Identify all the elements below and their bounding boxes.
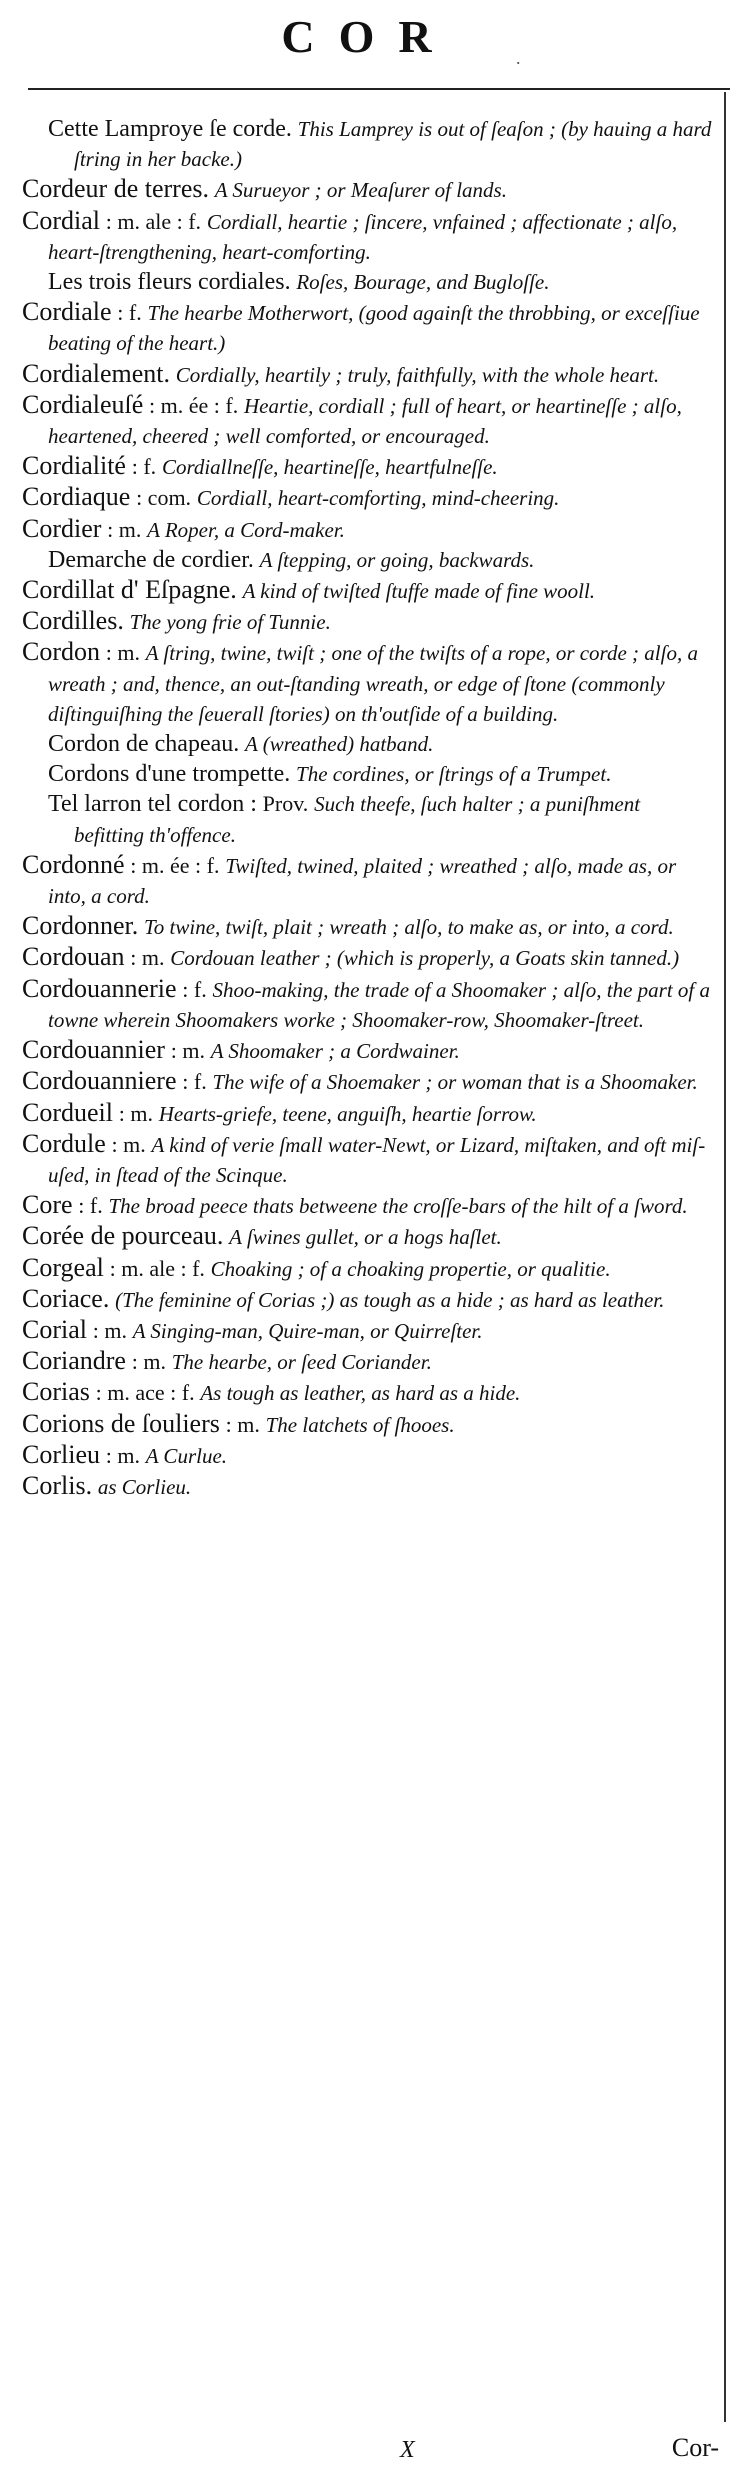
entry-headword: Corgeal	[22, 1252, 104, 1282]
entry-translation: (The feminine of Corias ;) as tough as a hide ; as hard as leather.	[115, 1287, 665, 1312]
entry-headword: Cordialité	[22, 451, 126, 481]
entry-grammar: : f.	[182, 1069, 207, 1095]
dictionary-entry	[14, 1253, 715, 1284]
entry-headword: Corions de ſouliers	[22, 1408, 220, 1438]
entry-translation: Twiſted, twined, plaited ; wreathed ; alſo, made as, or into, a cord.	[48, 853, 677, 909]
entry-grammar: : com.	[136, 485, 192, 511]
dictionary-entry	[14, 1066, 715, 1097]
entry-headword: Cordonner.	[22, 911, 139, 941]
entry-headword: Tel larron tel cordon :	[48, 791, 257, 818]
entry-translation: Shoo-making, the trade of a Shoomaker ; alſo, the part of a towne wherein Shoomakers worke ; Shoomaker-row, Shoomaker-ſtreet.	[48, 977, 710, 1032]
entry-headword: Cette Lamproye ſe corde.	[48, 116, 292, 142]
dictionary-entry	[14, 1409, 715, 1440]
running-head: COR	[281, 11, 456, 62]
entry-translation: The yong frie of Tunnie.	[129, 610, 331, 635]
entry-headword: Cordillat d' Eſpagne.	[22, 575, 237, 605]
catchword: Cor-	[671, 2433, 719, 2462]
entry-translation: The hearbe, or ſeed Coriander.	[171, 1350, 432, 1375]
entry-headword: Cordiaque	[22, 482, 131, 512]
entry-translation: The wife of a Shoemaker ; or woman that is a Shoomaker.	[212, 1070, 698, 1095]
entry-headword: Corial	[22, 1314, 87, 1344]
entry-grammar: : m.	[105, 640, 140, 666]
entry-grammar: : m. ace : f.	[95, 1380, 195, 1406]
entry-grammar: : m.	[170, 1038, 205, 1064]
entry-translation: Such theefe, ſuch halter ; a puniſhment befitting th'offence.	[74, 792, 641, 847]
header-rule	[28, 88, 730, 90]
sub-entry	[40, 114, 715, 174]
dictionary-entry	[14, 942, 715, 973]
dictionary-entry	[14, 390, 715, 451]
entry-translation: A kind of verie ſmall water-Newt, or Lizard, miſtaken, and oft miſ-uſed, in ſtead of the Scinque.	[48, 1132, 706, 1187]
entry-translation: Cordouan leather ; (which is properly, a Goats skin tanned.)	[170, 946, 680, 971]
entry-translation: As tough as leather, as hard as a hide.	[200, 1381, 521, 1406]
entry-headword: Les trois fleurs cordiales.	[48, 269, 291, 296]
entry-headword: Cordilles.	[22, 606, 124, 636]
entry-grammar: : m. ale : f.	[105, 208, 202, 234]
page-header	[0, 0, 737, 80]
dictionary-entry	[14, 1284, 715, 1315]
entry-headword: Cordueil	[22, 1097, 113, 1127]
dictionary-entry	[14, 850, 715, 911]
entry-translation: The latchets of ſhooes.	[265, 1412, 455, 1437]
entry-headword: Cordon	[22, 637, 100, 667]
entry-grammar: : m.	[130, 945, 165, 971]
entry-headword: Cordialement.	[22, 358, 171, 388]
entry-translation: Cordiallneſſe, heartineſſe, heartfulneſſe.	[161, 455, 498, 480]
entry-translation: A Shoomaker ; a Cordwainer.	[210, 1039, 460, 1064]
entry-headword: Coriace.	[22, 1283, 110, 1313]
signature-mark: X	[400, 2437, 415, 2463]
entry-headword: Cordial	[22, 205, 100, 235]
entry-grammar: : f.	[182, 976, 207, 1002]
dictionary-entry	[14, 1221, 715, 1252]
entry-translation: A kind of twiſted ſtuffe made of fine wooll.	[242, 579, 596, 604]
dictionary-entry	[14, 1440, 715, 1471]
entry-translation: A ſtepping, or going, backwards.	[259, 547, 535, 572]
entry-grammar: : f.	[117, 300, 142, 326]
entry-translation: A (wreathed) hatband.	[245, 732, 434, 757]
entry-translation: The cordines, or ſtrings of a Trumpet.	[296, 762, 612, 787]
entry-translation: To twine, twiſt, plait ; wreath ; alſo, to make as, or into, a cord.	[144, 915, 674, 940]
dictionary-entry	[14, 1190, 715, 1221]
entry-headword: Cordouanniere	[22, 1066, 177, 1096]
entry-grammar: : m.	[92, 1317, 127, 1343]
entry-grammar: : f.	[131, 454, 157, 480]
dictionary-entry	[14, 1129, 715, 1190]
entry-translation: A Surueyor ; or Meaſurer of lands.	[214, 178, 507, 203]
entry-headword: Cordialeuſé	[22, 389, 144, 419]
entry-headword: Cordouannier	[22, 1035, 165, 1065]
entry-grammar: : m.	[111, 1131, 146, 1157]
dictionary-entry	[14, 1346, 715, 1377]
entry-headword: Cordouan	[22, 942, 125, 972]
sub-entry	[40, 759, 715, 789]
entry-grammar: : m.	[105, 1442, 140, 1468]
entry-translation: Cordiall, heart-comforting, mind-cheering.	[196, 486, 560, 511]
dictionary-entry	[14, 575, 715, 606]
entry-translation: A Curlue.	[145, 1443, 228, 1468]
entry-grammar: : m.	[131, 1349, 166, 1375]
sub-entry	[40, 545, 715, 575]
entry-headword: Corlieu	[22, 1439, 100, 1469]
entry-grammar: : m. ée : f.	[130, 852, 220, 878]
entry-translation: Hearts-griefe, teene, anguiſh, heartie ſorrow.	[158, 1101, 537, 1126]
entry-translation: as Corlieu.	[97, 1474, 192, 1499]
dictionary-entry	[14, 911, 715, 942]
entry-headword: Corée de pourceau.	[22, 1221, 224, 1251]
entry-grammar: : m.	[225, 1411, 260, 1437]
entry-headword: Demarche de cordier.	[48, 546, 254, 573]
entry-headword: Core	[22, 1190, 73, 1220]
entry-grammar: : f.	[78, 1193, 103, 1219]
entry-headword: Cordeur de terres.	[22, 174, 209, 204]
entry-headword: Coriandre	[22, 1346, 126, 1376]
entry-headword: Corlis.	[22, 1470, 93, 1500]
entry-grammar: : m. ée : f.	[149, 392, 239, 418]
dictionary-entry	[14, 637, 715, 729]
entry-translation: The broad peece thats betweene the croſſe-bars of the hilt of a ſword.	[108, 1194, 688, 1219]
dictionary-entry	[14, 1098, 715, 1129]
entry-grammar: : m. ale : f.	[109, 1255, 205, 1281]
entry-headword: Cordonné	[22, 849, 125, 879]
sub-entry	[40, 789, 715, 849]
dictionary-entry	[14, 1377, 715, 1408]
dictionary-entry	[14, 606, 715, 637]
entry-translation: A Singing-man, Quire-man, or Quirreſter.	[132, 1318, 483, 1343]
dictionary-entry	[14, 514, 715, 545]
entry-grammar: : m.	[107, 516, 142, 542]
entry-translation: Choaking ; of a choaking propertie, or qualitie.	[210, 1256, 611, 1281]
entry-headword: Cordouannerie	[22, 973, 177, 1003]
entry-translation: Cordiall, heartie ; ſincere, vnfained ; affectionate ; alſo, heart-ſtrengthening, heart-comforting.	[48, 209, 678, 264]
entry-translation: A ſtring, twine, twiſt ; one of the twiſts of a rope, or corde ; alſo, a wreath ; and, thence, an out-ſtanding wreath, or edge of ſtone (commonly diſtinguiſhing the ſeuerall ſtories) on th'outſide of a building.	[48, 641, 698, 726]
entry-grammar: Prov.	[262, 791, 309, 817]
dictionary-entries	[0, 114, 737, 1502]
dictionary-entry	[14, 482, 715, 513]
entry-translation: Cordially, heartily ; truly, faithfully, with the whole heart.	[175, 362, 660, 387]
entry-translation: A Roper, a Cord-maker.	[147, 517, 345, 542]
entry-headword: Cordier	[22, 513, 102, 543]
dictionary-entry	[14, 1035, 715, 1066]
entry-headword: Cordule	[22, 1128, 106, 1158]
entry-headword: Cordons d'une trompette.	[48, 761, 291, 788]
entry-translation: A ſwines gullet, or a hogs haſlet.	[229, 1225, 502, 1250]
dictionary-entry	[14, 174, 715, 205]
entry-headword: Cordon de chapeau.	[48, 731, 240, 758]
dictionary-entry	[14, 1471, 715, 1502]
entry-translation: Heartie, cordiall ; full of heart, or heartineſſe ; alſo, heartened, cheered ; well comforted, or encouraged.	[48, 393, 682, 449]
dictionary-entry	[14, 359, 715, 390]
dictionary-entry	[14, 1315, 715, 1346]
entry-headword: Corias	[22, 1377, 90, 1407]
dictionary-entry	[14, 974, 715, 1035]
entry-translation: Roſes, Bourage, and Bugloſſe.	[296, 270, 550, 295]
header-mark: .	[516, 48, 521, 68]
page-footer	[0, 2423, 737, 2483]
dictionary-entry	[14, 297, 715, 358]
sub-entry	[40, 267, 715, 297]
entry-translation: This Lamprey is out of ſeaſon ; (by hauing a hard ſtring in her backe.)	[74, 117, 712, 172]
sub-entry	[40, 729, 715, 759]
dictionary-entry	[14, 451, 715, 482]
entry-grammar: : m.	[118, 1100, 153, 1126]
entry-headword: Cordiale	[22, 297, 112, 327]
entry-translation: The hearbe Motherwort, (good againſt the throbbing, or exceſſiue beating of the heart.)	[48, 301, 700, 356]
dictionary-entry	[14, 206, 715, 267]
